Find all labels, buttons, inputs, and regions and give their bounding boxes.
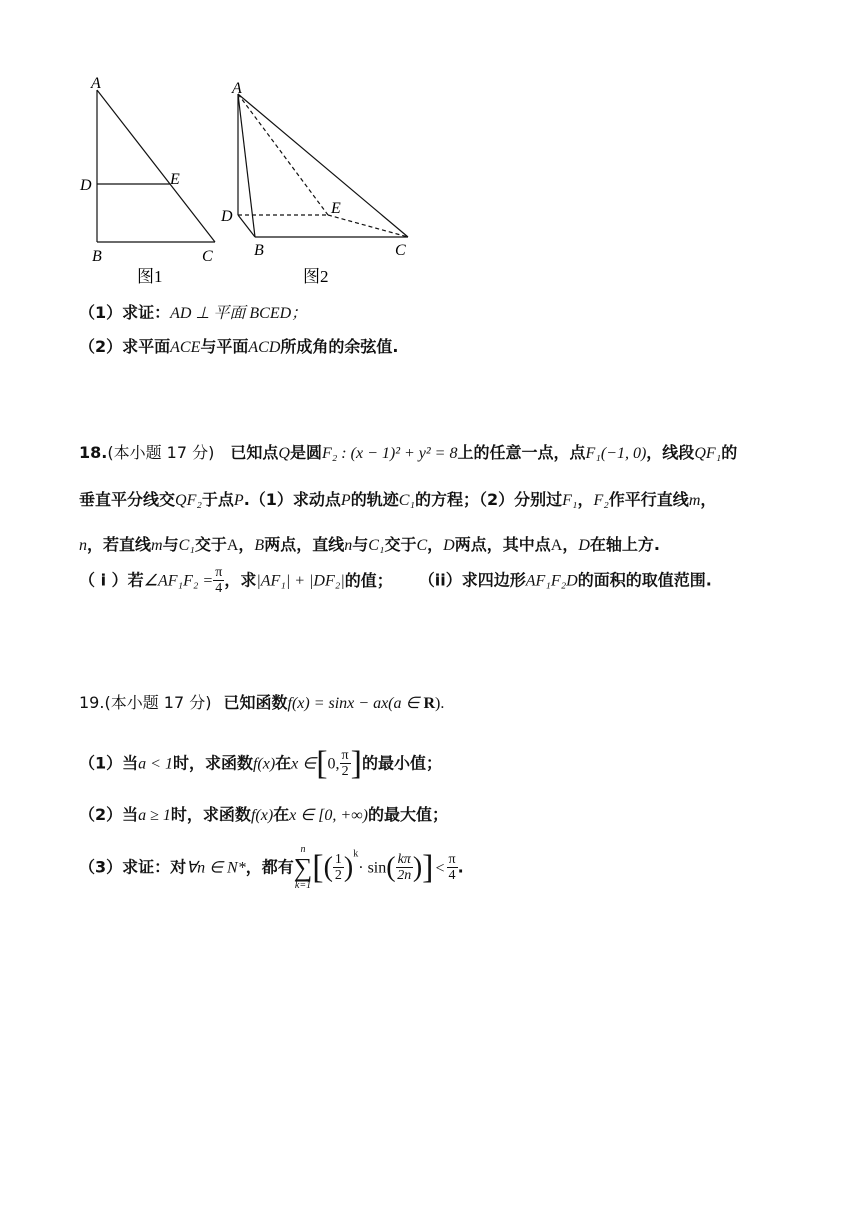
kpi-over-2n-fraction [396, 853, 413, 883]
fraction-numerator: π [341, 748, 349, 763]
p18-text: ，若直线 [87, 535, 152, 554]
fig2-label-D: D [221, 208, 233, 225]
pi-over-two-fraction [340, 749, 351, 779]
p18-text: 交于 [384, 535, 417, 554]
sigma-symbol: ∑ [293, 853, 313, 882]
p19-question-2 [79, 802, 448, 825]
p18-math: F₂ [593, 492, 609, 509]
fraction-numerator: kπ [397, 852, 411, 867]
p19-math: f(x) [252, 755, 276, 773]
p18-text: 作平行直线 [608, 490, 689, 509]
p19-math: ∀n ∈ N* [186, 859, 246, 877]
p18-abs-expression: |AF₁| + |DF₂| [256, 572, 345, 590]
fig2-label-C: C [395, 242, 406, 259]
p18-math: n [79, 537, 87, 554]
summation [294, 845, 313, 891]
fraction-denominator: 4 [448, 868, 456, 883]
fraction-numerator: π [215, 565, 223, 580]
p18-math: P [340, 492, 351, 509]
p18-text: ， [238, 535, 255, 554]
p18-math: D [443, 537, 455, 554]
fraction-denominator: 2n [397, 868, 412, 883]
fraction-numerator: π [448, 852, 456, 867]
p18-circle-equation: F₂ : (x − 1)² + y² = 8 [321, 445, 458, 462]
p19-text: 的最大值； [367, 805, 448, 824]
p18-text: 是圆 [289, 443, 322, 462]
right-paren: ) [343, 852, 354, 883]
fig1-label-C: C [202, 248, 213, 265]
p19-header: (本小题 17 分) [104, 693, 212, 712]
p19-math: 0, [327, 755, 340, 773]
pi-over-four-fraction [447, 853, 458, 883]
p18-text: 两点，直线 [264, 535, 345, 554]
exponent-k: k [353, 848, 359, 860]
p18-text: 与 [162, 535, 179, 554]
p18-text: 的值； [344, 570, 393, 590]
p19-number: 19. [79, 693, 105, 712]
one-half-fraction [333, 853, 344, 883]
p18-quadrilateral: AF₁F₂D [525, 572, 578, 590]
p17-q2-acd: ACD [248, 339, 281, 356]
p19-function-definition: f(x) = sinx − ax(a ∈ [287, 695, 424, 712]
left-paren: ( [386, 852, 396, 883]
fraction-denominator: 2 [341, 764, 349, 779]
pi-over-four-fraction [213, 566, 224, 596]
p18-text: ， [577, 490, 594, 509]
p18-text: 的面积的取值范围. [577, 570, 712, 590]
p18-line-2 [79, 487, 716, 510]
fig1-label-D: D [80, 177, 92, 194]
fraction-denominator: 4 [215, 581, 223, 596]
p19-math: x ∈ [291, 755, 317, 773]
p18-header: (本小题 17 分) [107, 443, 215, 462]
p18-text: 两点，其中点 [454, 535, 551, 554]
sin-operator: · sin [358, 859, 387, 877]
p18-math: B [254, 537, 265, 554]
p18-math: F₁ [562, 492, 578, 509]
sum-upper-limit: n [300, 844, 306, 855]
p18-text: 与 [352, 535, 369, 554]
p17-q2-ace: ACE [170, 339, 201, 356]
sum-lower-limit: k=1 [294, 880, 312, 891]
p18-text: 的轨迹 [350, 490, 399, 509]
p18-math: A [550, 537, 563, 554]
p18-math: C [416, 537, 428, 554]
p18-line-1 [79, 440, 737, 463]
p19-text: 的最小值； [361, 753, 442, 773]
p18-math: Q [278, 445, 290, 462]
p18-text: ，线段 [646, 443, 695, 462]
fig1-caption: 图1 [137, 267, 163, 286]
right-paren: ) [412, 852, 423, 883]
fig1-label-B: B [92, 248, 102, 265]
p19-text: （1）当 [79, 753, 139, 773]
p18-text: ， [562, 535, 579, 554]
p19-line-1 [79, 690, 444, 713]
left-bracket: [ [316, 745, 328, 782]
p18-math: m [688, 492, 701, 509]
p19-math: R [423, 695, 435, 712]
figure-1 [97, 90, 215, 242]
p19-math: a ≥ 1 [138, 807, 171, 824]
p19-text: 时，求函数 [172, 753, 253, 773]
p19-text: ，都有 [245, 857, 294, 877]
p17-q2-suffix: 所成角的余弦值. [280, 337, 399, 356]
p18-sub-i-prefix: （ i ）若 [79, 570, 144, 590]
p18-text: 于点 [201, 490, 234, 509]
p18-subquestions [79, 566, 712, 596]
p17-q1-prefix: （1）求证： [79, 303, 171, 322]
fig1-label-E: E [170, 171, 180, 188]
p17-question-2 [79, 334, 398, 357]
p19-text: （3）求证：对 [79, 857, 187, 877]
p18-math: C₁ [368, 537, 385, 554]
less-than: < [435, 859, 445, 877]
p18-text: ， [427, 535, 444, 554]
p19-question-1 [79, 745, 442, 783]
left-bracket: [ [312, 849, 324, 886]
p18-math: P [233, 492, 244, 509]
p18-text: 的方程；（2）分别过 [414, 490, 563, 509]
fig2-caption: 图2 [303, 267, 329, 286]
p17-q2-mid: 与平面 [200, 337, 249, 356]
p18-math: n [344, 537, 353, 554]
geometry-figures [75, 75, 495, 286]
p19-text: （2）当 [79, 805, 139, 824]
p19-math: f(x) [250, 807, 274, 824]
right-bracket: ] [350, 745, 362, 782]
p18-math: QF₁ [694, 445, 722, 462]
p18-math: m [151, 537, 163, 554]
p18-angle: ∠AF₁F₂ = [143, 572, 214, 590]
fig2-label-B: B [254, 242, 264, 259]
fig2-label-E: E [331, 200, 341, 217]
p19-text: . [457, 857, 464, 877]
p19-question-3 [79, 845, 464, 891]
fraction-numerator: 1 [334, 852, 342, 867]
p18-text: 上的任意一点，点 [457, 443, 586, 462]
p18-math: QF₂ [175, 492, 202, 509]
fig1-label-A: A [91, 75, 101, 92]
p18-text: 已知点 [230, 443, 279, 462]
p18-point-f1: F₁(−1, 0) [585, 445, 647, 462]
p18-line-3 [79, 532, 660, 555]
p18-number: 18. [79, 443, 108, 462]
fraction-denominator: 2 [334, 868, 342, 883]
p17-q1-math: AD ⊥ 平面 BCED； [170, 305, 308, 322]
p19-math: ). [435, 695, 445, 712]
p18-text: ，求 [224, 570, 257, 590]
p18-math: D [578, 537, 590, 554]
p19-math: x ∈ [0, +∞) [289, 807, 368, 824]
p18-text: .（1）求动点 [243, 490, 341, 509]
p18-text: 交于 [194, 535, 227, 554]
fig2-label-A: A [232, 80, 242, 97]
p19-text: 在 [275, 753, 292, 773]
p18-math: C₁ [398, 492, 415, 509]
p19-text: 时，求函数 [170, 805, 251, 824]
p19-math: a < 1 [138, 755, 173, 773]
p19-text: 已知函数 [223, 693, 288, 712]
p18-math: C₁ [178, 537, 195, 554]
p18-text: ， [700, 490, 717, 509]
right-bracket: ] [422, 849, 434, 886]
p18-math: A [226, 537, 239, 554]
p18-text: 在轴上方. [589, 535, 660, 554]
left-paren: ( [323, 852, 333, 883]
p18-text: 垂直平分线交 [79, 490, 176, 509]
p17-q2-prefix: （2）求平面 [79, 337, 171, 356]
p18-text: 的 [721, 443, 738, 462]
p19-text: 在 [273, 805, 290, 824]
p17-question-1 [79, 300, 307, 323]
p18-sub-ii-prefix: （ii）求四边形 [426, 570, 526, 590]
figure-2 [238, 94, 408, 237]
